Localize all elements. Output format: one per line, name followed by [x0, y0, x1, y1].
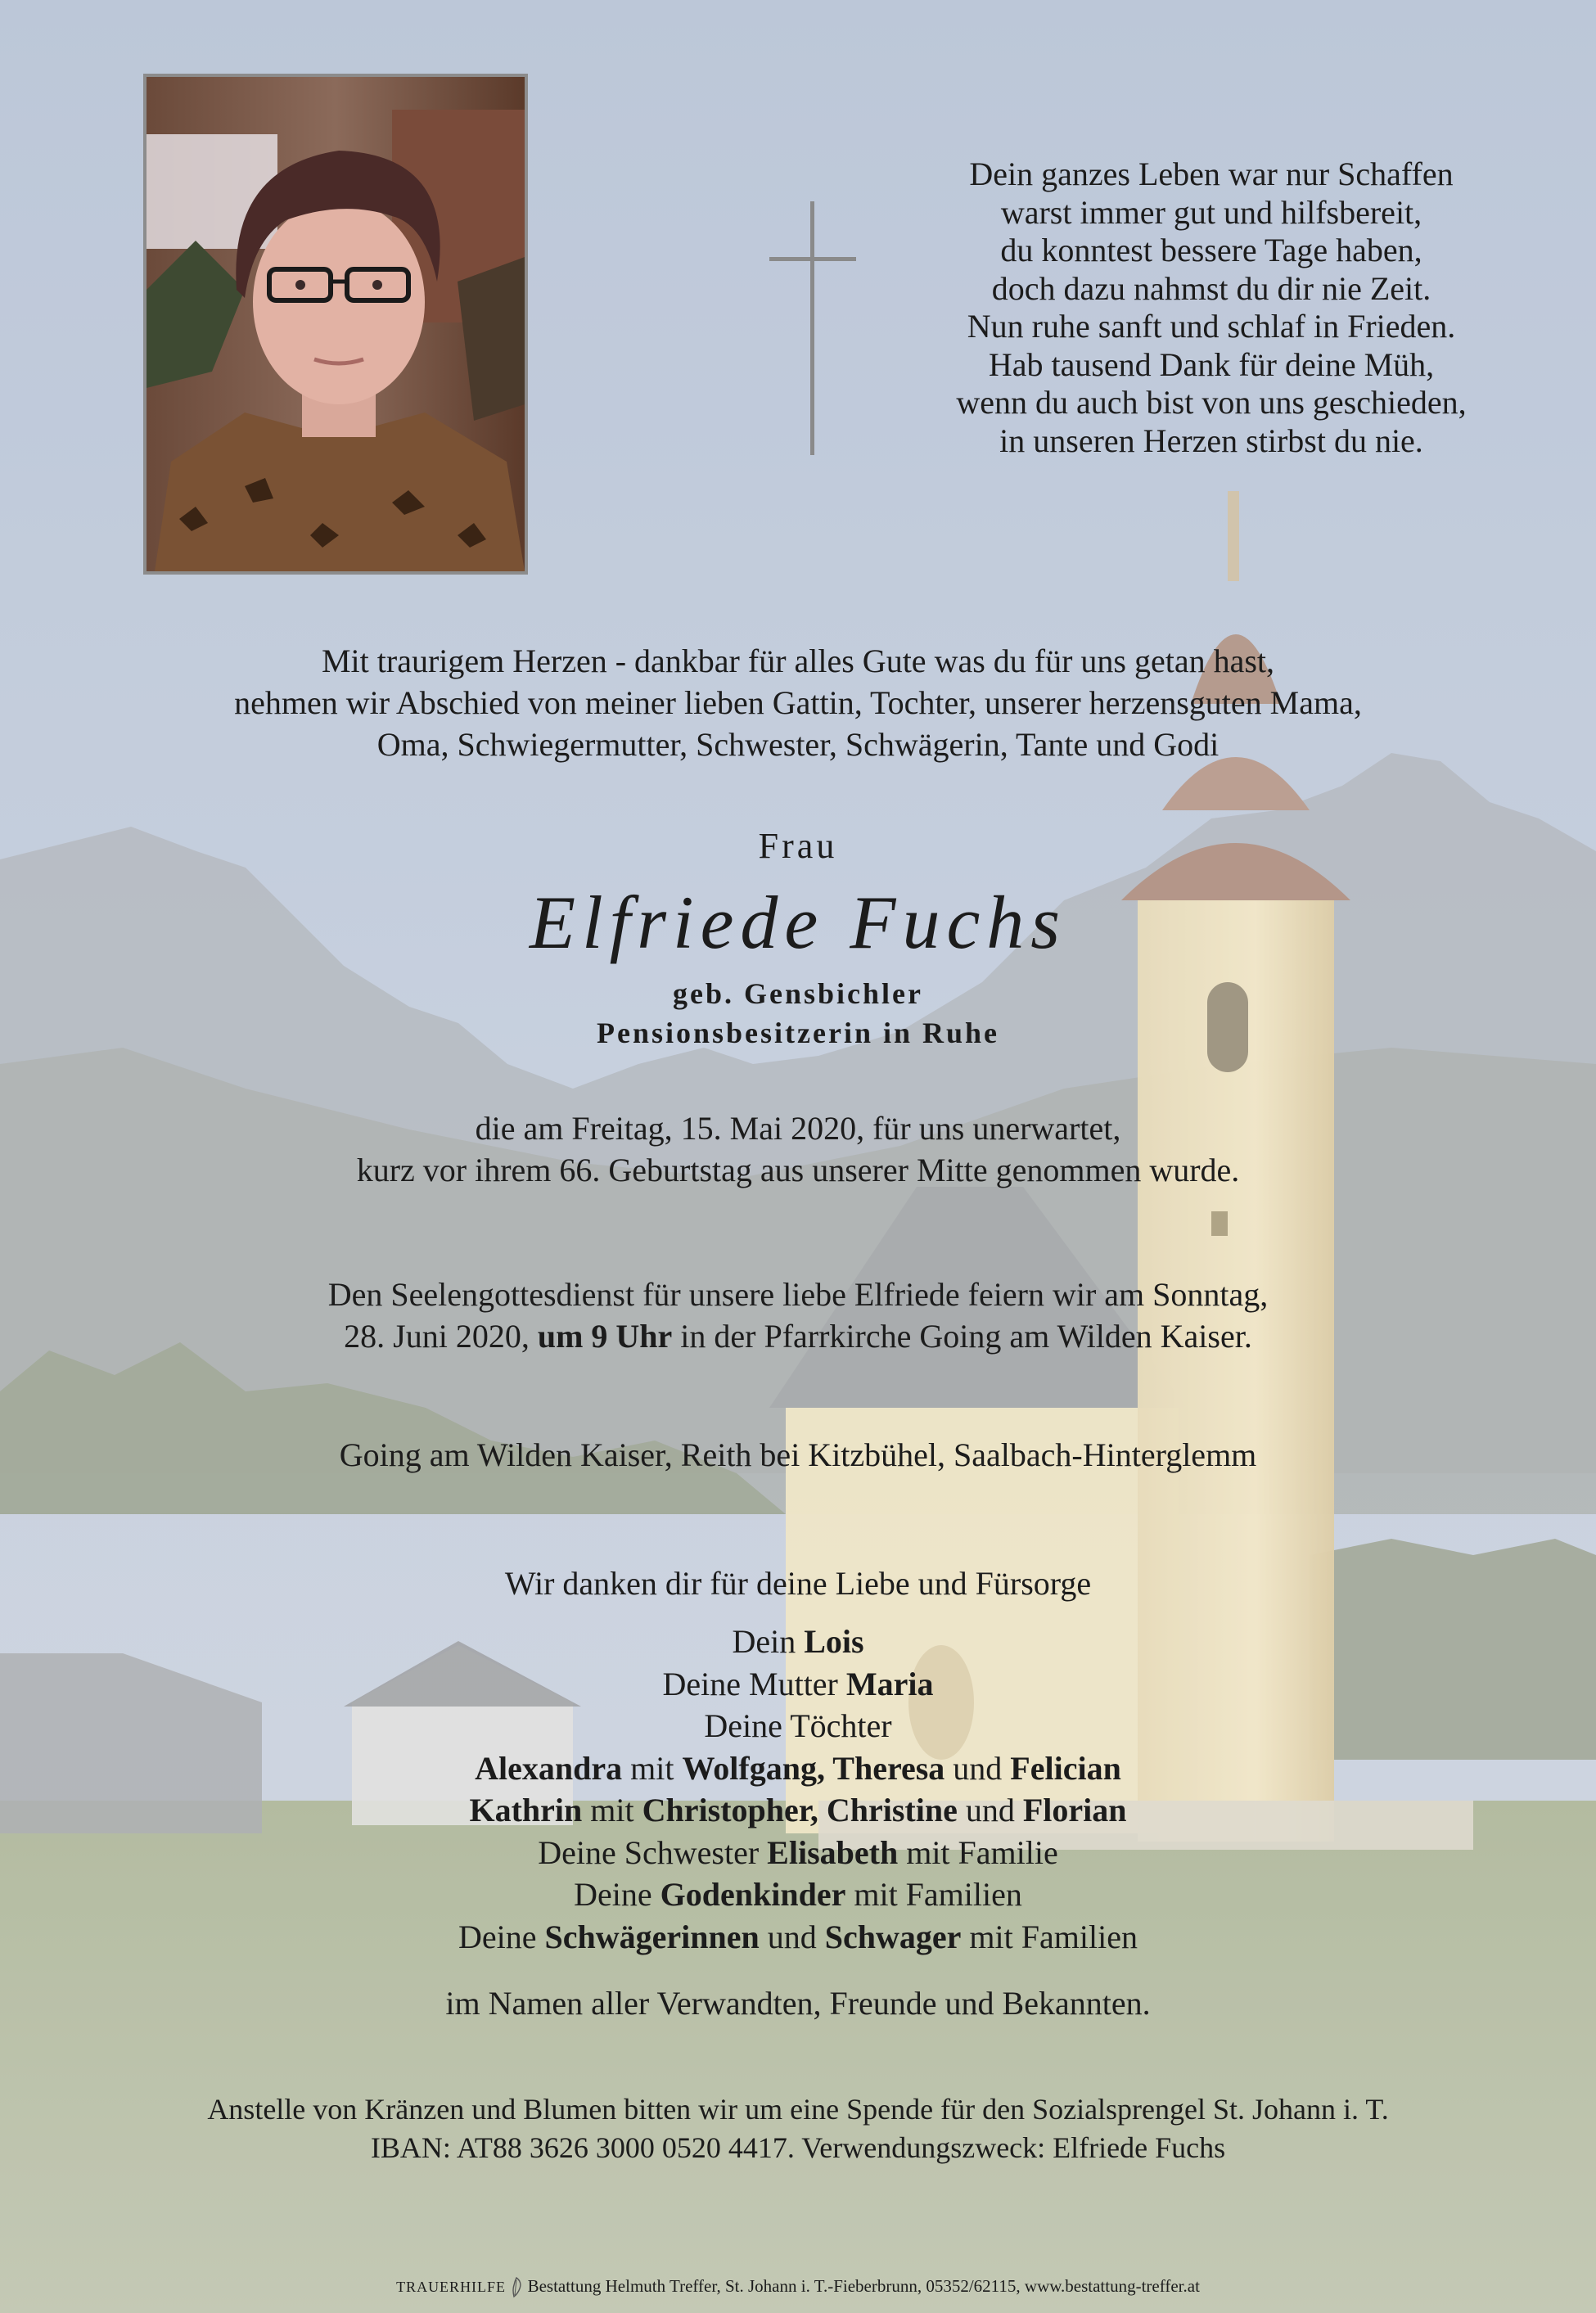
closing-line: im Namen aller Verwandten, Freunde und Bekannten. — [445, 1985, 1151, 2022]
family-text: mit — [622, 1749, 683, 1787]
family-name: Felician — [1010, 1749, 1121, 1787]
family-name: Kathrin — [469, 1792, 583, 1828]
poem-line: wenn du auch bist von uns geschieden, — [956, 384, 1467, 421]
family-name: Schwägerinnen — [544, 1918, 760, 1955]
family-line — [0, 1747, 1596, 1790]
service-notice — [0, 1274, 1596, 1357]
family-name: Wolfgang, Theresa — [682, 1749, 945, 1787]
deceased-details — [0, 974, 1596, 1053]
family-text: mit — [582, 1792, 642, 1828]
family-text: Deine Töchter — [704, 1707, 892, 1744]
family-name: Lois — [804, 1623, 864, 1660]
donation-notice — [0, 2090, 1596, 2167]
poem-line: du konntest bessere Tage haben, — [1000, 232, 1422, 268]
family-line — [0, 1916, 1596, 1959]
family-line — [0, 1621, 1596, 1663]
family-name: Maria — [845, 1665, 934, 1702]
portrait-icon — [147, 77, 525, 571]
family-line — [0, 1832, 1596, 1874]
portrait-photo — [143, 74, 528, 575]
poem-line: Hab tausend Dank für deine Müh, — [988, 345, 1435, 383]
poem-line: in unseren Herzen stirbst du nie. — [999, 422, 1423, 459]
intro-text — [0, 640, 1596, 765]
occupation: Pensionsbesitzerin in Ruhe — [596, 1017, 1000, 1049]
family-text: Deine Mutter — [662, 1665, 846, 1702]
feather-logo-icon — [510, 2277, 523, 2298]
family-name: Christopher, Christine — [642, 1792, 958, 1828]
family-line — [0, 1789, 1596, 1832]
family-text: Dein — [732, 1623, 805, 1660]
family-name: Elisabeth — [767, 1833, 899, 1871]
family-text: Deine — [458, 1918, 545, 1955]
poem — [925, 156, 1498, 460]
family-text: und — [759, 1918, 825, 1955]
family-name: Schwager — [824, 1918, 962, 1955]
service-date: 28. Juni 2020, — [344, 1318, 538, 1355]
family-name: Alexandra — [475, 1749, 623, 1787]
places: Going am Wilden Kaiser, Reith bei Kitzbühel, Saalbach-Hinterglemm — [339, 1436, 1257, 1473]
poem-line: Dein ganzes Leben war nur Schaffen — [969, 156, 1454, 192]
family-text: und — [945, 1749, 1011, 1787]
family-text: Deine Schwester — [538, 1833, 768, 1871]
family-line — [0, 1705, 1596, 1747]
intro-line: nehmen wir Abschied von meiner lieben Gattin, Tochter, unserer herzensguten Mama, — [234, 684, 1362, 721]
poem-line: warst immer gut und hilfsbereit, — [1000, 193, 1422, 231]
birth-name: geb. Gensbichler — [673, 977, 923, 1010]
family-text: Deine — [574, 1876, 660, 1913]
death-notice — [0, 1107, 1596, 1191]
family-text: mit Familie — [898, 1833, 1058, 1871]
intro-line: Oma, Schwiegermutter, Schwester, Schwägerin, Tante und Godi — [376, 726, 1220, 763]
poem-line: Nun ruhe sanft und schlaf in Frieden. — [967, 308, 1456, 345]
intro-line: Mit traurigem Herzen - dankbar für alles Gute was du für uns getan hast, — [321, 642, 1275, 679]
service-line-2 — [0, 1315, 1596, 1357]
family-text: und — [957, 1792, 1023, 1828]
footer-text: Bestattung Helmuth Treffer, St. Johann i. T.-Fieberbrunn, 05352/62115, www.bestattung-treffer.at — [527, 2276, 1200, 2296]
footer-brand: TRAUERHILFE — [396, 2279, 507, 2295]
death-notice-line: die am Freitag, 15. Mai 2020, für uns unerwartet, — [475, 1110, 1121, 1147]
family-text: mit Familien — [961, 1918, 1138, 1955]
footer — [0, 2274, 1596, 2299]
salutation: Frau — [758, 826, 838, 866]
poem-line: doch dazu nahmst du dir nie Zeit. — [991, 269, 1431, 307]
family-line — [0, 1663, 1596, 1706]
family-name: Florian — [1022, 1792, 1127, 1828]
family-text: mit Familien — [845, 1876, 1022, 1913]
donation-iban: IBAN: AT88 3626 3000 0520 4417. Verwendungszweck: Elfriede Fuchs — [370, 2131, 1226, 2164]
family-name: Godenkinder — [660, 1876, 846, 1913]
service-line-1: Den Seelengottesdienst für unsere liebe Elfriede feiern wir am Sonntag, — [327, 1276, 1269, 1313]
donation-line: Anstelle von Kränzen und Blumen bitten wir um eine Spende für den Sozialsprengel St. Johann i. T. — [207, 2093, 1389, 2126]
thanks-line: Wir danken dir für deine Liebe und Fürsorge — [504, 1565, 1092, 1602]
service-location: in der Pfarrkirche Going am Wilden Kaiser. — [672, 1318, 1252, 1355]
family-list — [0, 1621, 1596, 1958]
service-time: um 9 Uhr — [537, 1318, 673, 1355]
cross-icon — [769, 201, 856, 455]
death-notice-line: kurz vor ihrem 66. Geburtstag aus unserer Mitte genommen wurde. — [356, 1152, 1240, 1188]
family-line — [0, 1873, 1596, 1916]
deceased-name: Elfriede Fuchs — [529, 881, 1067, 964]
